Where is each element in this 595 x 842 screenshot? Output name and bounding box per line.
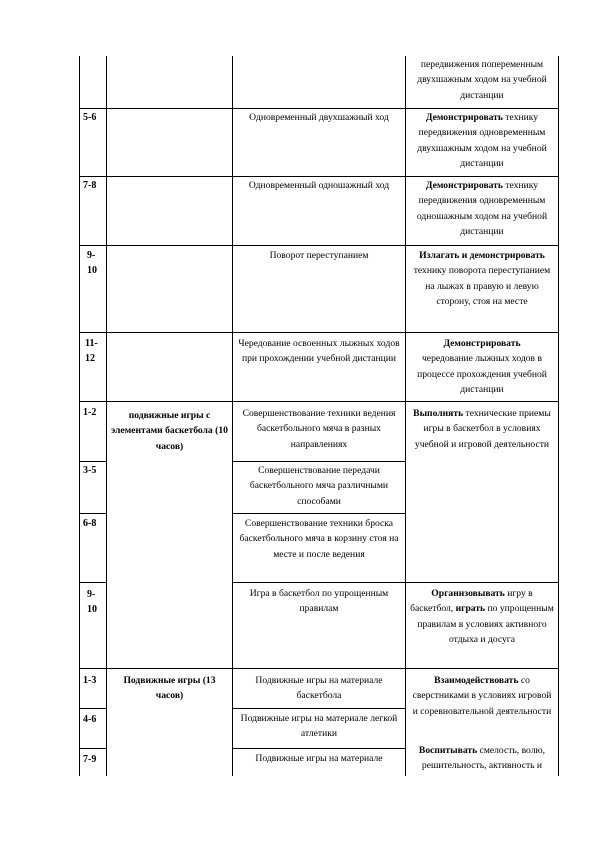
ability-text: технику передвижения одновременным двухшажным ходом на учебной дистанции bbox=[417, 112, 547, 169]
topic-cell bbox=[236, 110, 402, 125]
lesson-number-text: 3-5 bbox=[83, 465, 97, 476]
lesson-number-text: 10 bbox=[87, 265, 97, 277]
lesson-number-text: 1-3 bbox=[83, 675, 97, 686]
lesson-number bbox=[83, 516, 96, 531]
topic-cell bbox=[236, 586, 402, 617]
topic-cell bbox=[236, 178, 402, 193]
row-divider bbox=[79, 461, 106, 462]
ability-cell bbox=[409, 110, 555, 171]
topic-text: Чередование освоенных лыжных ходов при прохождении учебной дистанции bbox=[238, 338, 400, 365]
topic-text: Игра в баскетбол по упрощенным правилам bbox=[249, 588, 389, 615]
ability-text: передвижения попеременным двухшажным ходом на учебной дистанции bbox=[417, 59, 547, 101]
lesson-number-text: 7-8 bbox=[83, 180, 97, 191]
topic-cell bbox=[236, 248, 402, 263]
topic-cell bbox=[236, 711, 402, 742]
topic-cell bbox=[236, 463, 402, 509]
lesson-number-text: 9- bbox=[87, 589, 96, 600]
topic-cell bbox=[236, 336, 402, 367]
ability-text: по упрощенным правилам в условиях активного отдыха и досуга bbox=[417, 603, 554, 645]
row-divider bbox=[232, 748, 405, 749]
ability-verb: Выполнять bbox=[413, 408, 464, 419]
row-divider bbox=[232, 461, 405, 462]
row-divider bbox=[232, 708, 405, 709]
ability-text: смелость, волю, решительность, активность и bbox=[421, 745, 546, 772]
lesson-number bbox=[87, 587, 97, 618]
row-divider bbox=[79, 748, 106, 749]
topic-text: Подвижные игры на материале bbox=[255, 753, 383, 764]
ability-verb: Воспитывать bbox=[418, 745, 478, 756]
topic-cell bbox=[236, 516, 402, 562]
ability-text: технические приемы игры в баскетбол в условиях учебной и игровой деятельности bbox=[414, 408, 551, 450]
lesson-number bbox=[87, 248, 97, 279]
ability-cell bbox=[409, 248, 555, 309]
ability-cell bbox=[409, 178, 555, 239]
ability-verb: играть bbox=[455, 603, 486, 615]
ability-verb: Взаимодействовать bbox=[434, 675, 519, 686]
ability-verb: Демонстрировать bbox=[443, 338, 521, 349]
section-title bbox=[110, 673, 229, 704]
section-title-text: Подвижные игры (13 часов) bbox=[123, 675, 216, 702]
lesson-number bbox=[83, 405, 96, 420]
topic-text: Совершенствование передачи баскетбольного мяча различными способами bbox=[249, 465, 389, 507]
ability-cell bbox=[409, 673, 555, 719]
row-divider bbox=[79, 108, 559, 109]
ability-text: со сверстниками в условиях игровой и соревновательной деятельности bbox=[412, 675, 552, 717]
ability-verb: Демонстрировать bbox=[425, 180, 503, 191]
lesson-number-text: 4-6 bbox=[83, 714, 97, 725]
ability-text: чередование лыжных ходов в процессе прохождения учебной дистанции bbox=[417, 353, 547, 395]
lesson-number bbox=[83, 752, 96, 767]
row-divider bbox=[79, 245, 559, 246]
row-divider bbox=[79, 401, 559, 402]
ability-text: игру в баскетбол, bbox=[410, 588, 533, 615]
topic-cell bbox=[236, 406, 402, 452]
ability-verb: Организовывать bbox=[431, 588, 505, 599]
lesson-number-text: 6-8 bbox=[83, 518, 97, 529]
lesson-number-text: 1-2 bbox=[83, 407, 97, 418]
topic-text: Одновременный одношажный ход bbox=[248, 180, 390, 191]
row-divider bbox=[79, 332, 559, 333]
topic-cell bbox=[236, 751, 402, 766]
row-divider bbox=[232, 582, 559, 583]
topic-text: Совершенствование техники ведения баскетбольного мяча в разных направлениях bbox=[242, 408, 396, 450]
topic-text: Совершенствование техники броска баскетбольного мяча в корзину стоя на месте и после ведения bbox=[239, 518, 399, 560]
lesson-number-text: 12 bbox=[85, 353, 95, 365]
lesson-number-text: 7-9 bbox=[83, 754, 97, 765]
row-divider bbox=[79, 176, 559, 177]
row-divider bbox=[79, 513, 106, 514]
lesson-number-text: 5-6 bbox=[83, 112, 97, 123]
lesson-number bbox=[83, 178, 96, 193]
row-divider bbox=[79, 668, 559, 669]
topic-cell bbox=[236, 673, 402, 704]
section-title-text: подвижные игры с элементами баскетбола (10 часов) bbox=[111, 410, 228, 452]
topic-text: Одновременный двухшажный ход bbox=[249, 112, 389, 123]
ability-verb: Излагать и демонстрировать bbox=[419, 250, 545, 261]
topic-text: Подвижные игры на материале легкой атлетики bbox=[240, 713, 398, 740]
lesson-number bbox=[83, 463, 96, 478]
ability-cell bbox=[409, 743, 555, 774]
topic-text: Подвижные игры на материале баскетбола bbox=[255, 675, 383, 702]
lesson-number-text: 11- bbox=[85, 338, 98, 349]
ability-text: технику передвижения одновременным одношажным ходом на учебной дистанции bbox=[416, 180, 548, 237]
lesson-number-text: 10 bbox=[87, 604, 97, 616]
lesson-number bbox=[83, 110, 96, 125]
row-divider bbox=[232, 513, 405, 514]
ability-cell bbox=[409, 586, 555, 647]
lesson-number bbox=[83, 712, 96, 727]
ability-cell bbox=[409, 406, 555, 452]
lesson-number bbox=[85, 336, 98, 367]
section-title bbox=[110, 408, 229, 454]
ability-verb: Демонстрировать bbox=[425, 112, 503, 123]
ability-cell bbox=[409, 57, 555, 103]
topic-text: Поворот переступанием bbox=[269, 250, 369, 261]
ability-cell bbox=[409, 336, 555, 397]
ability-text: технику поворота переступанием на лыжах в правую и левую сторону, стоя на месте bbox=[413, 265, 551, 307]
lesson-number bbox=[83, 673, 96, 688]
lesson-number-text: 9- bbox=[87, 250, 96, 261]
row-divider bbox=[79, 708, 106, 709]
row-divider bbox=[79, 582, 106, 583]
